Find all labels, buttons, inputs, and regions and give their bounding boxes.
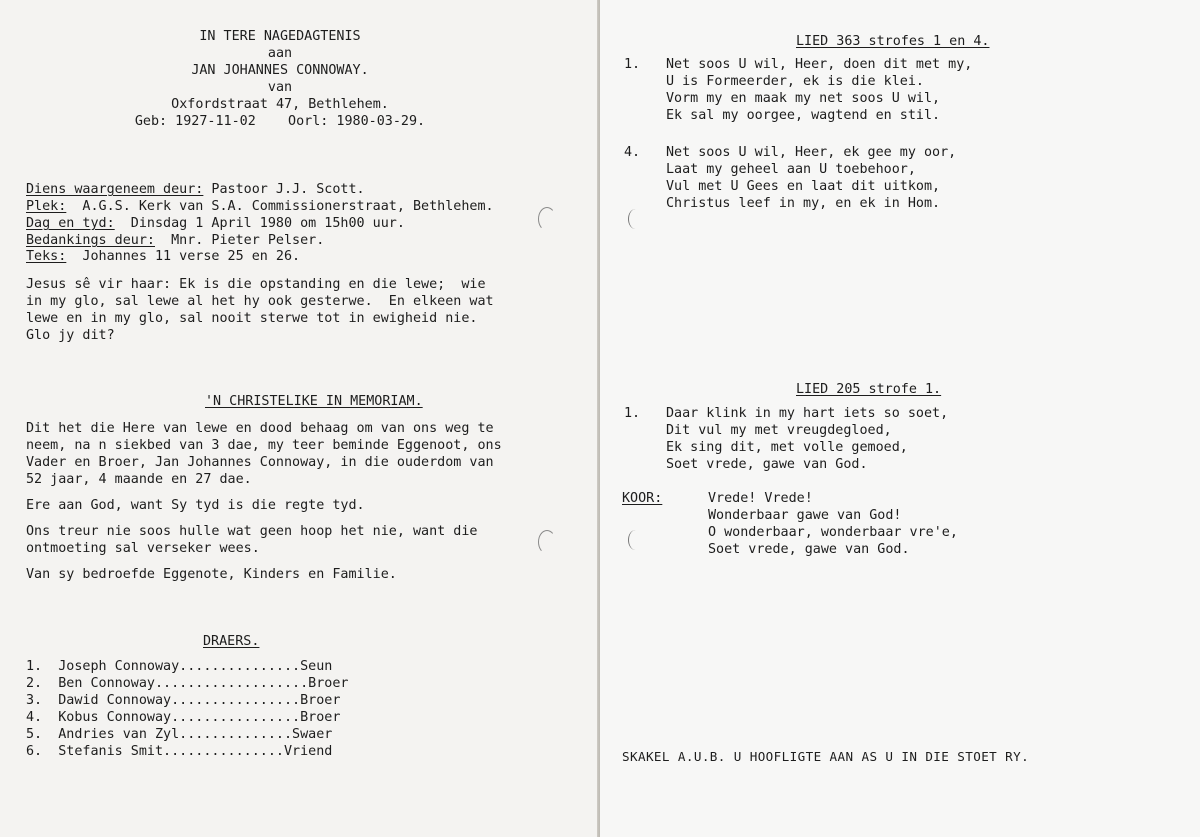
memoriam-line: Dit het die Here van lewe en dood behaag om van ons weg te — [26, 421, 494, 436]
memoriam-line: Van sy bedroefde Eggenote, Kinders en Familie. — [26, 567, 397, 582]
text-value: Johannes 11 verse 25 en 26. — [66, 249, 301, 264]
punch-hole — [538, 530, 556, 554]
bearer-item: 5. Andries van Zyl..............Swaer — [26, 727, 333, 742]
place-label: Plek: — [26, 199, 67, 214]
hymn-205-title: LIED 205 strofe 1. — [796, 382, 942, 397]
thanks-label: Bedankings deur: — [26, 233, 155, 248]
memoriam-title: 'N CHRISTELIKE IN MEMORIAM. — [205, 394, 423, 409]
datetime-label: Dag en tyd: — [26, 216, 115, 231]
text-label: Teks: — [26, 249, 67, 264]
memoriam-line: ontmoeting sal verseker wees. — [26, 541, 260, 556]
verse-line: U is Formeerder, ek is die klei. — [666, 74, 924, 89]
verse-line: Daar klink in my hart iets so soet, — [666, 406, 949, 421]
left-page — [0, 0, 598, 837]
header-line-2: aan — [267, 46, 293, 61]
right-page — [600, 0, 1200, 837]
thanks-value: Mnr. Pieter Pelser. — [155, 233, 325, 248]
verse-line: Dit vul my met vreugdegloed, — [666, 423, 892, 438]
scripture-line: Jesus sê vir haar: Ek is die opstanding en die lewe; wie — [26, 277, 486, 292]
chorus-line: Wonderbaar gawe van God! — [708, 508, 902, 523]
memoriam-line: Ere aan God, want Sy tyd is die regte tyd. — [26, 498, 365, 513]
verse-line: Net soos U wil, Heer, ek gee my oor, — [666, 145, 957, 160]
scripture-line: lewe en in my glo, sal nooit sterwe tot in ewigheid nie. — [26, 311, 478, 326]
verse-number: 4. — [624, 145, 641, 160]
dates: Geb: 1927-11-02 Oorl: 1980-03-29. — [134, 114, 426, 129]
verse-number: 1. — [624, 57, 641, 72]
verse-line: Ek sing dit, met volle gemoed, — [666, 440, 908, 455]
bearer-item: 2. Ben Connoway...................Broer — [26, 676, 349, 691]
verse-line: Vorm my en maak my net soos U wil, — [666, 91, 941, 106]
verse-line: Soet vrede, gawe van God. — [666, 457, 868, 472]
verse-number: 1. — [624, 406, 641, 421]
hymn-363-title: LIED 363 strofes 1 en 4. — [796, 34, 990, 49]
chorus-line: Vrede! Vrede! — [708, 491, 813, 506]
chorus-label: KOOR: — [622, 491, 663, 506]
headlights-notice: SKAKEL A.U.B. U HOOFLIGTE AAN AS U IN DIE STOET RY. — [622, 749, 1030, 764]
bearer-item: 3. Dawid Connoway................Broer — [26, 693, 341, 708]
chorus-line: O wonderbaar, wonderbaar vre'e, — [708, 525, 958, 540]
memoriam-line: 52 jaar, 4 maande en 27 dae. — [26, 472, 252, 487]
place-row — [26, 198, 494, 215]
verse-line: Ek sal my oorgee, wagtend en stil. — [666, 108, 941, 123]
chorus-line: Soet vrede, gawe van God. — [708, 542, 910, 557]
memoriam-line: neem, na n siekbed van 3 dae, my teer beminde Eggenoot, ons — [26, 438, 502, 453]
address: Oxfordstraat 47, Bethlehem. — [171, 97, 389, 112]
officiant-value: Pastoor J.J. Scott. — [203, 182, 365, 197]
punch-hole-mark — [628, 530, 643, 550]
datetime-value: Dinsdag 1 April 1980 om 15h00 uur. — [114, 216, 405, 231]
verse-line: Laat my geheel aan U toebehoor, — [666, 162, 916, 177]
punch-hole-mark — [628, 209, 643, 229]
header-line-4: van — [267, 80, 293, 95]
bearer-item: 4. Kobus Connoway................Broer — [26, 710, 341, 725]
verse-line: Christus leef in my, en ek in Hom. — [666, 196, 941, 211]
scripture-line: in my glo, sal lewe al het hy ook gesterwe. En elkeen wat — [26, 294, 494, 309]
officiant-label: Diens waargeneem deur: — [26, 182, 204, 197]
place-value: A.G.S. Kerk van S.A. Commissionerstraat, Bethlehem. — [66, 199, 494, 214]
text-row — [26, 248, 300, 265]
verse-line: Vul met U Gees en laat dit uitkom, — [666, 179, 941, 194]
datetime-row — [26, 215, 405, 232]
punch-hole — [538, 207, 556, 231]
bearer-item: 6. Stefanis Smit...............Vriend — [26, 744, 333, 759]
deceased-name: JAN JOHANNES CONNOWAY. — [191, 63, 369, 78]
bearer-item: 1. Joseph Connoway...............Seun — [26, 659, 333, 674]
verse-line: Net soos U wil, Heer, doen dit met my, — [666, 57, 973, 72]
memoriam-line: Vader en Broer, Jan Johannes Connoway, in die ouderdom van — [26, 455, 494, 470]
thanks-row — [26, 232, 324, 249]
header-line-1: IN TERE NAGEDAGTENIS — [199, 29, 361, 44]
scripture-line: Glo jy dit? — [26, 328, 115, 343]
officiant-row — [26, 181, 365, 198]
memoriam-line: Ons treur nie soos hulle wat geen hoop het nie, want die — [26, 524, 478, 539]
bearers-title: DRAERS. — [203, 634, 260, 649]
